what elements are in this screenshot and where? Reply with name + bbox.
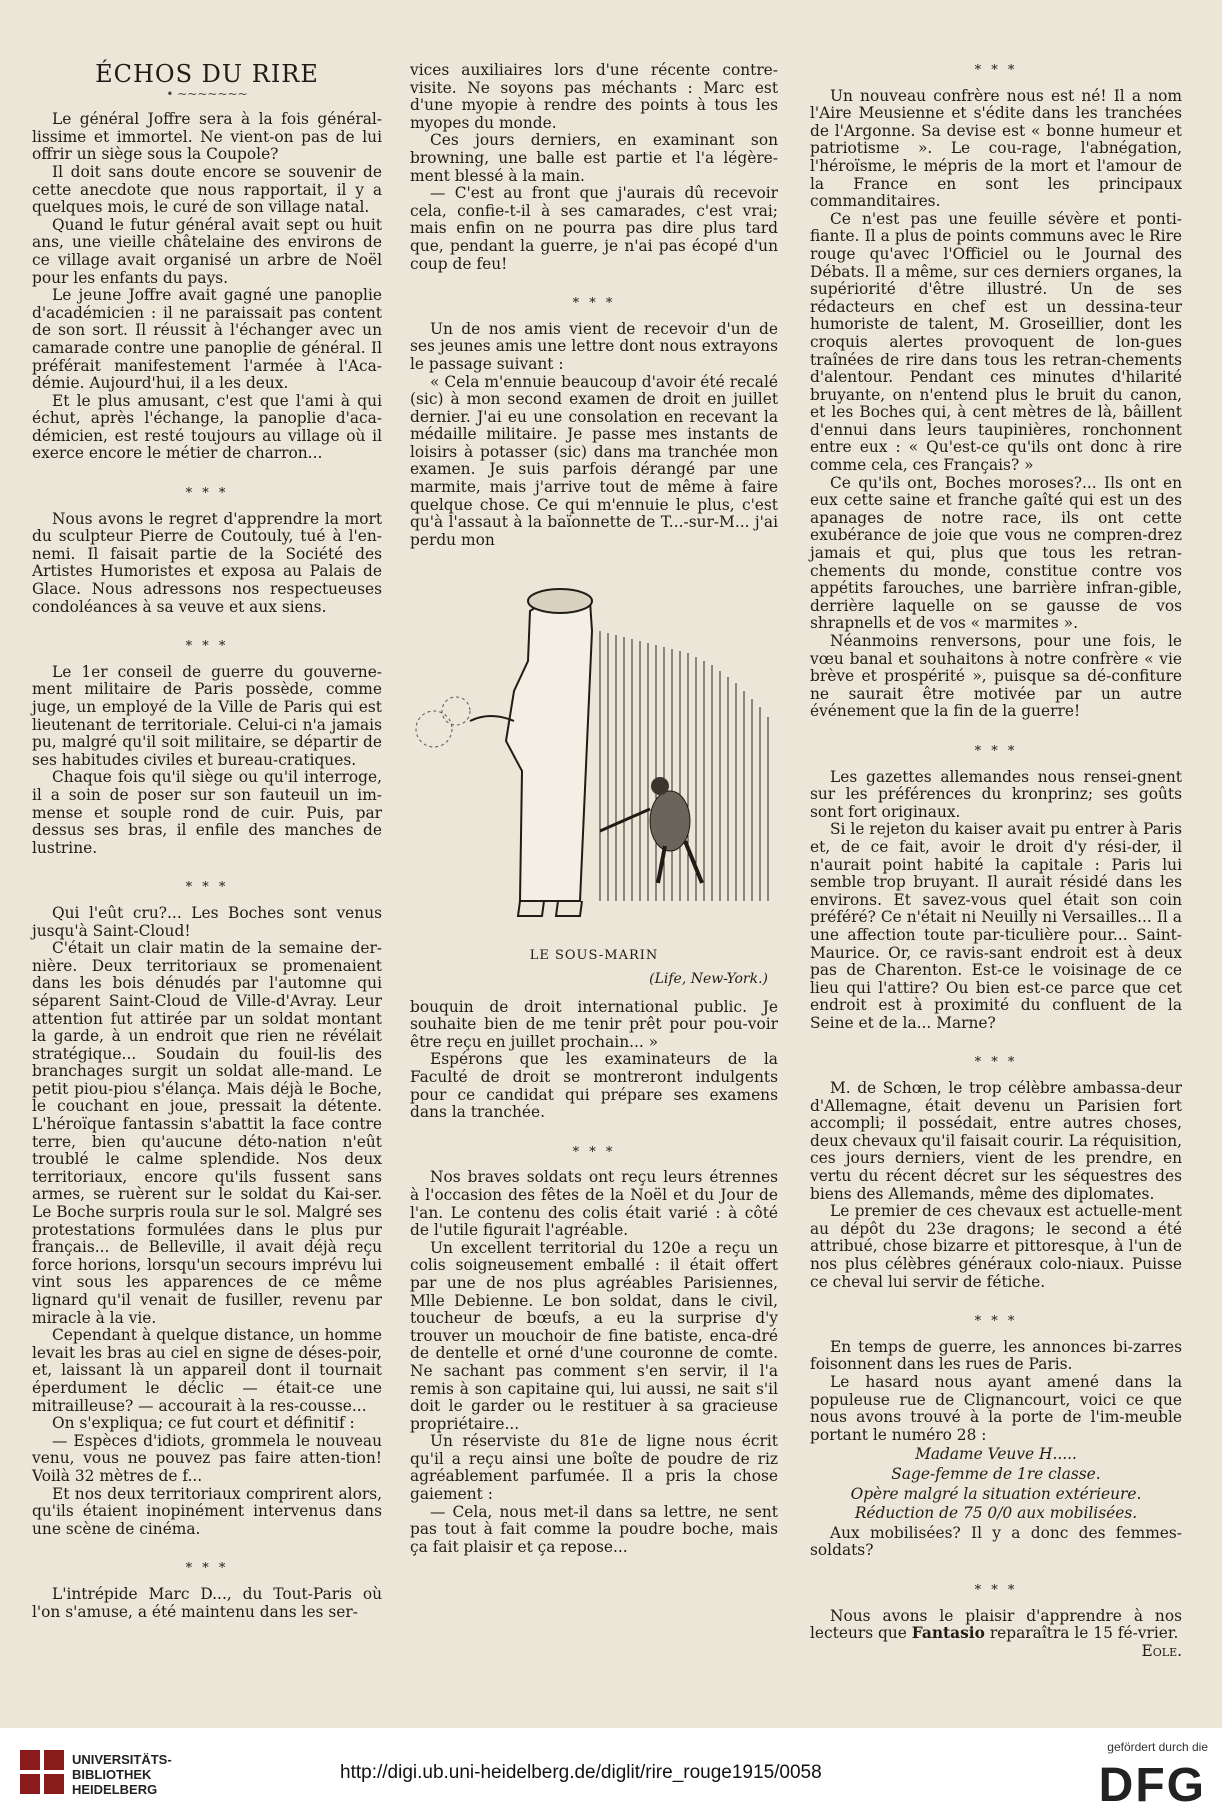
paragraph: vices auxiliaires lors d'une récente contre-visite. Ne soyons pas méchants : Marc est d'une myopie à rendre des points à tous les myopes du monde. [410,61,778,132]
paragraph: Ce n'est pas une feuille sévère et ponti-fiante. Il a plus de points communs avec le Rire rouge qu'avec l'Officiel ou le Journal des Débats. Il a même, sur ces derniers organes, la supériorité d'être illustré. Un de ses rédacteurs en chef est un dessina-teur humoriste de talent, M. Groseillier, dont les croquis alertes provoquent de lon-gues traînées de rire dans tous les retran-chements d'alentour. Pendant ces minutes d'hilarité bruyante, on n'entend plus le bruit du canon, et les Boches qui, à cent mètres de là, bâillent d'ennui dans leurs taupinières, ronchonnent entre eux : « Qu'est-ce qu'ils ont donc à rire comme cela, ces Français? » [810,209,1182,475]
paragraph: « Cela m'ennuie beaucoup d'avoir été recalé (sic) à mon second examen de droit en juillet dernier. J'ai eu une consolation en recevant la médaille militaire. Je passe mes instants de loisirs à potasser (sic) dans ma tranchée mon examen. Je suis parfois dérangé par une marmite, mais j'arrive tout de même à faire quelque chose. Ce qui m'ennuie le plus, c'est qu'à l'assaut à la baïonnette de T...-sur-M... j'ai perdu mon [410,372,778,549]
paragraph: — C'est au front que j'aurais dû recevoir cela, confie-t-il à ses camarades, c'est vrai; mais enfin on ne pourra pas dire plus tard que, pendant la guerre, je n'ai pas écopé d'un coup de feu! [410,184,778,273]
section-separator: * * * [974,743,1018,759]
section-separator: * * * [185,1561,229,1577]
section-separator: * * * [185,880,229,896]
illustration-submarine [410,571,778,941]
paragraph: Il doit sans doute encore se souvenir de cette anecdote que nous rapportait, il y a quelques mois, le curé de son village natal. [32,162,382,217]
sign-line: Opère malgré la situation extérieure. [850,1484,1142,1503]
paragraph: En temps de guerre, les annonces bi-zarres foisonnent dans les rues de Paris. [810,1337,1182,1374]
column-2 [410,62,778,1556]
library-line: BIBLIOTHEK [72,1767,152,1782]
paragraph: Si le rejeton du kaiser avait pu entrer à Paris et, de ce fait, avoir le droit d'y rési-der, il n'aurait point habité la capitale : Paris lui semble trop bruyant. Il aurait résidé dans les environs. Et savez-vous quel était son coin préféré? Ce n'était ni Neuilly ni Versailles... Il a une affection toute par-ticulière pour... Saint-Maurice. Or, ce ravis-sant endroit est à deux pas de Charenton. Est-ce le voisinage de ce lieu qui l'attire? Ou bien est-ce parce que cet endroit est à proximité du confluent de la Seine et de la... Marne? [810,820,1182,1032]
paragraph: Ces jours derniers, en examinant son browning, une balle est partie et l'a légère-ment blessé à la main. [410,131,778,185]
paragraph: Nous avons le regret d'apprendre la mort du sculpteur Pierre de Coutouly, tué à l'en-nemi. Il faisait partie de la Société des Artistes Humoristes et exposa au Palais de Glace. Nous adressons nos respectueuses condoléances à sa veuve et aux siens. [32,509,382,616]
funded-by-label: gefördert durch die [1107,1740,1208,1754]
paragraph: Néanmoins renversons, pour une fois, le vœu banal et souhaitons à notre confrère « vie brève et prospérité », puisque sa dé-confiture ne saurait être motivée par un autre événement que la fin de la guerre! [810,632,1182,721]
submarine-cartoon-drawing [410,571,778,941]
library-line: HEIDELBERG [72,1782,158,1797]
paragraph-fantasio [810,1606,1182,1660]
section-separator: * * * [974,1055,1018,1071]
section-separator: * * * [185,639,229,655]
paragraph: Un nouveau confrère nous est né! Il a nom l'Aire Meusienne et s'édite dans les tranchées de l'Argonne. Sa devise est « bonne humeur et patriotisme ». Le cou-rage, l'abnégation, l'héroïsme, le mépris de la mort et l'amour de la France en sont les principaux commanditaires. [810,86,1182,211]
shop-sign-quote [810,1446,1182,1522]
illustration-credit: (Life, New-York.) [649,971,768,988]
text: reparaîtra le 15 fé-vrier. [989,1624,1179,1643]
paragraph: Le premier de ces chevaux est actuelle-ment au dépôt du 23e dragons; le second a été attribué, chose bizarre et pittoresque, à l'un de nos plus célèbres généraux colo-niaux. Puisse ce cheval lui servir de fétiche. [810,1202,1182,1291]
paragraph: Espérons que les examinateurs de la Faculté de droit se montreront indulgents pour ce candidat qui prépare ses examens dans la tranchée. [410,1050,778,1122]
paragraph: — Cela, nous met-il dans sa lettre, ne sent pas tout à fait comme la poudre boche, mais ça fait plaisir et ça repose... [410,1502,778,1556]
text: Nous avons le plaisir d'apprendre à nos lecteurs que [810,1606,1182,1643]
paragraph: Nos braves soldats ont reçu leurs étrennes à l'occasion des fêtes de la Noël et du Jour de l'an. Le contenu des colis était varié : à côté de l'utile figurait l'agréable. [410,1168,778,1240]
paragraph: Et le plus amusant, c'est que l'ami à qui échut, après l'échange, la panoplie d'aca-démicien, est resté toujours au village où il exerce encore le métier de charron... [32,391,382,463]
paragraph: Le jeune Joffre avait gagné une panoplie d'académicien : il ne paraissait pas content de son sort. Il réussit à l'échanger avec un camarade contre une panoplie de général. Il préférait manifestement l'armée à l'Aca-démie. Aujourd'hui, il a les deux. [32,286,382,393]
paragraph: L'intrépide Marc D..., du Tout-Paris où l'on s'amuse, a été maintenu dans les ser- [32,1584,382,1621]
paragraph: Cependant à quelque distance, un homme levait les bras au ciel en signe de déses-poir, et, laissant là un appareil dont il tournait éperdument le déclic — était-ce une mitrailleuse? — accourait à la res-cousse... [32,1326,382,1415]
paragraph: Chaque fois qu'il siège ou qu'il interroge, il a soin de poser sur son fauteuil un im-mense et souple rond de cuir. Puis, par dessus ses bras, il enfile des manches de lustrine. [32,768,382,857]
paragraph: Le général Joffre sera à la fois général-lissime et immortel. Ne vient-on pas de lui offrir un siège sous la Coupole? [32,110,382,164]
permalink-url[interactable]: http://digi.ub.uni-heidelberg.de/diglit/rire_rouge1915/0058 [340,1762,822,1783]
dfg-logo: DFG [1098,1759,1206,1812]
author-signature: Eole. [1141,1641,1182,1660]
paragraph: Aux mobilisées? Il y a donc des femmes-soldats? [810,1523,1182,1560]
column-1 [32,62,382,1621]
library-name [72,1752,172,1797]
fantasio-title: Fantasio [911,1624,985,1643]
university-library-logo-icon [18,1748,66,1796]
paragraph: — Espèces d'idiots, grommela le nouveau venu, vous ne pouvez pas faire atten-tion! Voilà 32 mètres de f... [32,1431,382,1485]
section-separator: * * * [572,1144,616,1160]
viewer-footer [0,1728,1222,1820]
sign-line: Réduction de 75 0/0 aux mobilisées. [854,1504,1138,1523]
library-line: UNIVERSITÄTS- [72,1752,172,1767]
paragraph: Un excellent territorial du 120e a reçu un colis soigneusement emballé : il était offert par une de nos plus agréables Parisiennes, Mlle Debienne. Le bon soldat, dans le civil, toucheur de bœufs, a eu la surprise d'y trouver un mouchoir de fine batiste, enca-dré de dentelle et orné d'une couronne de comte. Ne sachant pas comment s'en servir, il l'a remis à son capitaine qui, lui aussi, ne sait s'il doit le garder ou le restituer à sa gracieuse propriétaire... [410,1238,778,1433]
section-separator: * * * [185,486,229,502]
paragraph: Les gazettes allemandes nous rensei-gnent sur les préférences du kronprinz; ses goûts sont fort originaux. [810,767,1182,821]
article-title: ÉCHOS DU RIRE [95,60,319,88]
section-separator: * * * [974,1314,1018,1330]
paragraph: Le hasard nous ayant amené dans la populeuse rue de Clignancourt, voici ce que nous avons trouvé à la porte de l'im-meuble portant le numéro 28 : [810,1372,1182,1444]
paragraph: On s'expliqua; ce fut court et définitif : [52,1414,355,1433]
section-separator: * * * [974,1582,1018,1598]
paragraph: Un réserviste du 81e de ligne nous écrit qu'il a reçu ainsi une boîte de poudre de riz agréablement parfumée. Il a pris la chose gaiement : [410,1432,778,1504]
paragraph: bouquin de droit international public. Je souhaite bien de me tenir prêt pour pou-voir être reçu en juillet prochain... » [410,997,778,1051]
paragraph: Le 1er conseil de guerre du gouverne-ment militaire de Paris possède, comme juge, un employé de la Ville de Paris qui est lieutenant de territoriale. Celui-ci n'a jamais pu, malgré qu'il soit militaire, se départir de ses habitudes civiles et bureau-cratiques. [32,662,382,769]
paragraph: Qui l'eût cru?... Les Boches sont venus jusqu'à Saint-Cloud! [32,903,382,940]
column-3 [810,62,1182,1660]
sign-line: Madame Veuve H..... [915,1445,1077,1464]
sign-line: Sage-femme de 1re classe. [891,1464,1101,1483]
title-flourish: • ~~~~~~~ [166,86,248,101]
paragraph: M. de Schœn, le trop célèbre ambassa-deur d'Allemagne, était devenu un Parisien fort accompli; il possédait, entre autres choses, deux chevaux qu'il faisait courir. La réquisition, ces jours derniers, vient de les prendre, en vertu du récent décret sur les séquestres des biens des Allemands, même des diplomates. [810,1079,1183,1203]
section-separator: * * * [572,296,616,312]
paragraph: Quand le futur général avait sept ou huit ans, une vieille châtelaine des environs de ce village avait organisé un arbre de Noël pour les enfants du pays. [32,215,382,287]
paragraph: Un de nos amis vient de recevoir d'un de ses jeunes amis une lettre dont nous extrayons le passage suivant : [410,319,778,373]
paragraph: Ce qu'ils ont, Boches moroses?... Ils ont en eux cette saine et franche gaîté qui est un des apanages de notre race, ils ont cette exubérance de joie que vous ne compren-drez jamais et qui, plus que tous les retran-chements du monde, constitue contre vos appétits farouches, une barrière infran-gible, derrière laquelle on se gausse de vos shrapnells et de vos « marmites ». [810,473,1182,633]
section-separator: * * * [974,63,1018,78]
paragraph: Et nos deux territoriaux comprirent alors, qu'ils étaient inopinément intervenus dans une scène de cinéma. [32,1484,382,1538]
paragraph: C'était un clair matin de la semaine der-nière. Deux territoriaux se promenaient dans les bois dénudés par l'automne qui séparent Saint-Cloud de Ville-d'Avray. Leur attention fut attirée par un soldat montant la garde, à un endroit que rien ne révélait stratégique... Soudain du fouil-lis des branchages surgit un soldat alle-mand. Le petit piou-piou s'élança. Mais déjà le Boche, le couchant en joue, pressait la détente. L'héroïque fantassin s'abattit la face contre terre, bien qu'aucune déto-nation n'eût troublé le calme splendide. Nos deux territoriaux, encore qu'ils fussent sans armes, se ruèrent sur le soldat du Kai-ser. Le Boche surpris roula sur le sol. Malgré ses protestations formulées dans le plus pur français... de Belleville, il avait déjà reçu force horions, lorsqu'un secours imprévu lui vint sous les apparences de ce même lignard qu'il venait de fusiller, revenu par miracle à la vie. [32,939,382,1327]
illustration-caption: LE SOUS-MARIN [529,948,659,964]
